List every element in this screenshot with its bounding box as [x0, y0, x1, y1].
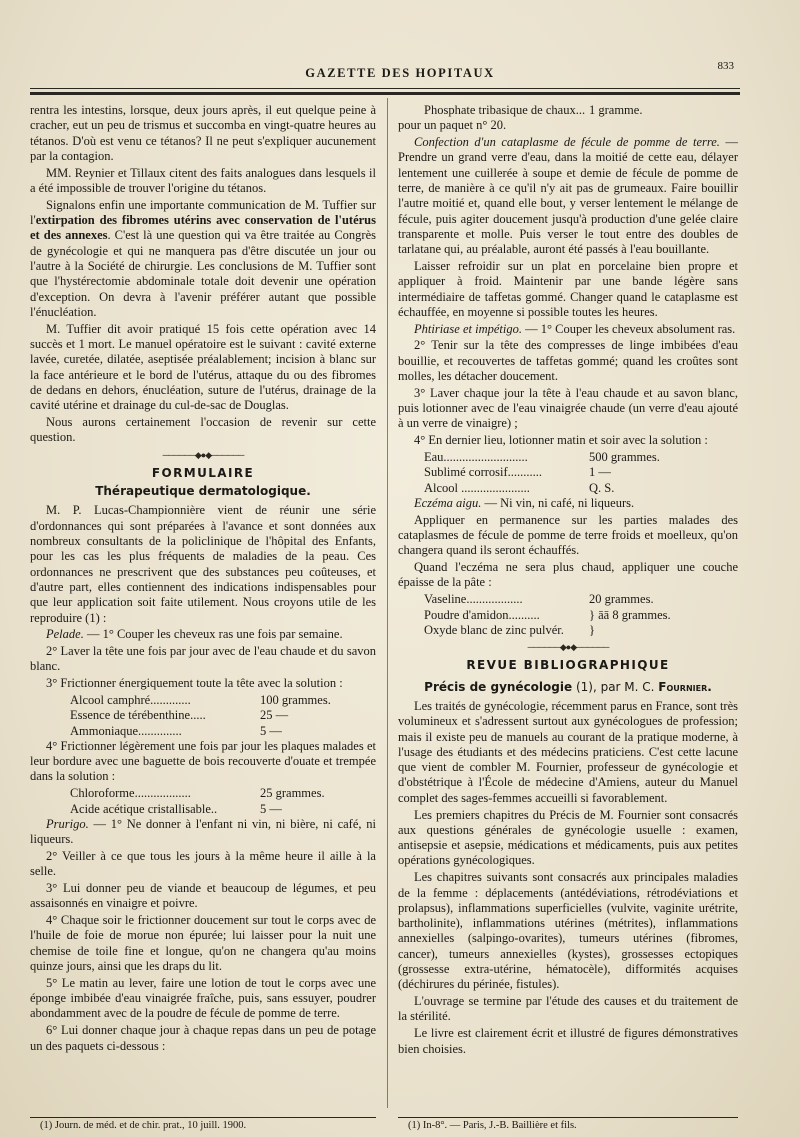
prescription-line: 2° Veiller à ce que tous les jours à la même heure il aille à la selle.	[30, 848, 376, 879]
prescription-line: 3° Frictionner énergiquement toute la tête avec la solution :	[46, 676, 343, 691]
recipe-row: Poudre d'amidon.......... } āā 8 grammes.	[424, 607, 671, 622]
paragraph: M. P. Lucas-Championnière vient de réunir une série d'ordonnances qui sont préparées à l'avance et sont données aux nombreux consultants de la policlinique de l'hôpital des Enfants, pour les cas les plus fréquents de maladies de la peau. Ces ordonnances ne prescrivent que des substances peu coûteuses, et d'autre part, elles contiennent des indications indispensables pour que leur application soit faite utilement. Nous croyons utile de les reproduire (1) :	[30, 503, 376, 625]
paragraph: Nous aurons certainement l'occasion de revenir sur cette question.	[30, 414, 376, 445]
prescription-line: 4° Chaque soir le frictionner doucement sur tout le corps avec de l'huile de foie de morue non épurée; lui laisser pour la nuit une chemise de toile fine et longue, qu'on ne changera qu'au moins quinze jours, ainsi que les draps du lit.	[30, 913, 376, 974]
header-rule-thin	[30, 88, 740, 89]
recipe-row: Sublimé corrosif........... 1 —	[424, 465, 611, 480]
ornament-divider: ──────◆●◆──────	[162, 449, 244, 460]
paragraph: Le livre est clairement écrit et illustré de figures démonstratives bien choisies.	[398, 1026, 738, 1056]
recipe-row: Vaseline.................. 20 grammes.	[424, 592, 654, 607]
paragraph: L'ouvrage se termine par l'étude des causes et du traitement de la stérilité.	[398, 994, 738, 1024]
recipe-row: Oxyde blanc de zinc pulvér. }	[424, 622, 595, 637]
recipe-block	[30, 786, 376, 817]
recipe-row: Alcool ...................... Q. S.	[424, 480, 615, 495]
prescription-line: Quand l'eczéma ne sera plus chaud, appliquer une couche épaisse de la pâte :	[398, 560, 738, 590]
footnote-right: (1) In-8°. — Paris, J.-B. Baillière et fils.	[408, 1120, 577, 1131]
paragraph: Les premiers chapitres du Précis de M. Fournier sont consacrés aux questions générales de gynécologie usuelle : examen, antisepsie et asepsie, médications et médicaments, puis aux petites opérations gynécologiques.	[398, 807, 738, 868]
column-divider	[387, 98, 388, 1108]
prescription-line: 5° Le matin au lever, faire une lotion de tout le corps avec une éponge imbibée d'eau vinaigrée fraîche, puis, sans essuyer, poudrer abondamment avec de la poudre de fécule de pomme de terre.	[30, 975, 376, 1021]
page-number: 833	[717, 60, 734, 72]
paragraph: pour un paquet n° 20.	[398, 118, 507, 133]
footnote-rule	[30, 1117, 376, 1118]
ornament-divider: ──────◆●◆──────	[527, 642, 609, 653]
paragraph: Confection d'un cataplasme de fécule de pomme de terre. — Prendre un grand verre d'eau, dans la moitié de cette eau, délayer lentement une cuillerée à soupe et demie de fécule de pomme de terre, de manière à ce qu'il n'y ait pas de grumeaux. Faire bouillir l'autre moitié et, quand elle bout, y verser lentement le mélange de fécule, puis agiter doucement jusqu'à production d'une gelée claire transparente et molle. Puis verser le tout entre des doubles de tarlatane qui, au préalable, auront été passés à l'eau bouillante.	[398, 135, 738, 257]
paragraph: Laisser refroidir sur un plat en porcelaine bien propre et appliquer à froid. Maintenir par une bande légère sans intermédiaire de taffetas gommé. Changer quand le cataplasme est échauffée, en moyenne si possible toutes les heures.	[398, 258, 738, 319]
prescription-line: Pelade. — 1° Couper les cheveux ras une fois par semaine.	[46, 627, 343, 642]
running-head: GAZETTE DES HOPITAUX	[305, 66, 495, 80]
paragraph: Les chapitres suivants sont consacrés aux principales maladies de la femme : déplacements (antédéviations, rétrodéviations et prolapsus), inflammations superficielles (vulvite, vaginite urétrite, bartholinite), inflammations utérines (métrites), inflammations annexielles (salpingo-ovarites), tumeurs utérines (fibromes, cancer), tumeurs annexielles (kystes), grossesses ectopiques (grossesse extra-utérine, hématocèle), difformités acquises (déchirures du périnée, fistules).	[398, 870, 738, 992]
subsection-title: Thérapeutique dermatologique.	[95, 484, 311, 499]
footnote-left: (1) Journ. de méd. et de chir. prat., 10 juill. 1900.	[40, 1120, 247, 1131]
recipe-row: Essence de térébenthine..... 25 —	[70, 708, 289, 723]
left-column	[30, 103, 376, 1055]
prescription-line: 3° Lui donner peu de viande et beaucoup de légumes, et peu assaisonnés en vinaigre et poivre.	[30, 881, 376, 911]
recipe-row: Chloroforme.................. 25 grammes.	[70, 786, 325, 801]
prescription-line: 4° Frictionner légèrement une fois par jour les plaques malades et leur bordure avec une baguette de bois recouverte d'ouate et trempée dans la solution :	[30, 738, 376, 784]
paragraph: rentra les intestins, lorsque, deux jours après, il eut quelque peine à cracher, eut un peu de trismus et succomba en vingt-quatre heures au tétanos. D'où est venu ce tétanos? Il ne peut s'expliquer aucunement par la contagion.	[30, 103, 376, 163]
prescription-line: 2° Tenir sur la tête des compresses de linge imbibées d'eau bouillie, et recouvertes de taffetas gommé; quand les croûtes sont molles, les détacher doucement.	[398, 338, 738, 384]
prescription-line: Eczéma aigu. — Ni vin, ni café, ni liqueurs.	[414, 495, 635, 510]
header-rule-thick	[30, 92, 740, 95]
recipe-block	[398, 592, 738, 638]
right-column	[398, 103, 738, 1058]
section-title-formulaire: FORMULAIRE	[151, 465, 255, 480]
prescription-line: Phtiriase et impétigo. — 1° Couper les cheveux absolument ras.	[414, 321, 736, 336]
recipe-row: Ammoniaque.............. 5 —	[70, 723, 282, 738]
section-title-revue: REVUE BIBLIOGRAPHIQUE	[466, 658, 670, 673]
recipe-row: Acide acétique cristallisable.. 5 —	[70, 801, 282, 816]
paragraph: M. Tuffier dit avoir pratiqué 15 fois cette opération avec 14 succès et 1 mort. Le manuel opératoire est le suivant : cavité externe lavée, curetée, dilatée, aseptisée préalablement; incision à blanc sur la face antérieure et le bord de l'utérus, attaque du ou des fibromes de dedans en dehors, énucléation, suture de l'utérus, drainage de la cavité utérine et drainage du cul-de-sac de Douglas.	[30, 321, 376, 413]
paragraph: Les traités de gynécologie, récemment parus en France, sont très volumineux et s'adressent surtout aux gynécologues de profession; mais il existe peu de manuels au courant de la pratique moderne, à l'usage des étudiants et des médecins praticiens. C'est cette lacune que vient de combler M. Fournier, professeur de gynécologie et d'obstétrique à l'École de médecine d'Amiens, auteur du Manuel complet des sages-femmes accueilli si favorablement.	[398, 698, 738, 805]
recipe-block	[30, 693, 376, 739]
prescription-line: Appliquer en permanence sur les parties malades des cataplasmes de fécule de pomme de terre froids et moelleux, qu'on changera quand ils seront échauffés.	[398, 512, 738, 558]
prescription-line: 2° Laver la tête une fois par jour avec de l'eau chaude et du savon blanc.	[30, 644, 376, 674]
recipe-row: Phosphate tribasique de chaux... 1 gramme.	[424, 103, 643, 117]
recipe-row: Alcool camphré............. 100 grammes.	[70, 692, 331, 707]
recipe-row: Eau........................... 500 grammes.	[424, 450, 660, 465]
recipe-block	[398, 450, 738, 496]
paragraph: Signalons enfin une importante communication de M. Tuffier sur l'extirpation des fibromes utérins avec conservation de l'utérus et des annexes. C'est là une question qui va être traitée au Congrès de gynécologie et qui ne manquera pas d'être discutée un jour ou l'autre à la Société de chirurgie. Les conclusions de M. Tuffier sont que l'hystérectomie abdominale totale doit devenir une opération d'exception. On devra à l'avenir préférer autant que possible l'énucléation.	[30, 197, 376, 319]
paragraph: MM. Reynier et Tillaux citent des faits analogues dans lesquels il a été impossible de trouver l'origine du tétanos.	[30, 165, 376, 195]
book-review-heading: Précis de gynécologie (1), par M. C. Fournier.	[424, 679, 712, 694]
prescription-line: 6° Lui donner chaque jour à chaque repas dans un peu de potage un des paquets ci-dessous :	[30, 1023, 376, 1053]
prescription-line: 4° En dernier lieu, lotionner matin et soir avec la solution :	[414, 433, 708, 448]
prescription-line: Prurigo. — 1° Ne donner à l'enfant ni vin, ni bière, ni café, ni liqueurs.	[30, 816, 376, 847]
bold-phrase: extirpation des fibromes utérins avec conservation de l'utérus et des annexes	[30, 213, 376, 243]
prescription-line: 3° Laver chaque jour la tête à l'eau chaude et au savon blanc, puis lotionner avec de l'eau vinaigrée chaude (un verre d'eau ajouté à un verre de vinaigre) ;	[398, 385, 738, 431]
footnote-rule	[398, 1117, 738, 1118]
